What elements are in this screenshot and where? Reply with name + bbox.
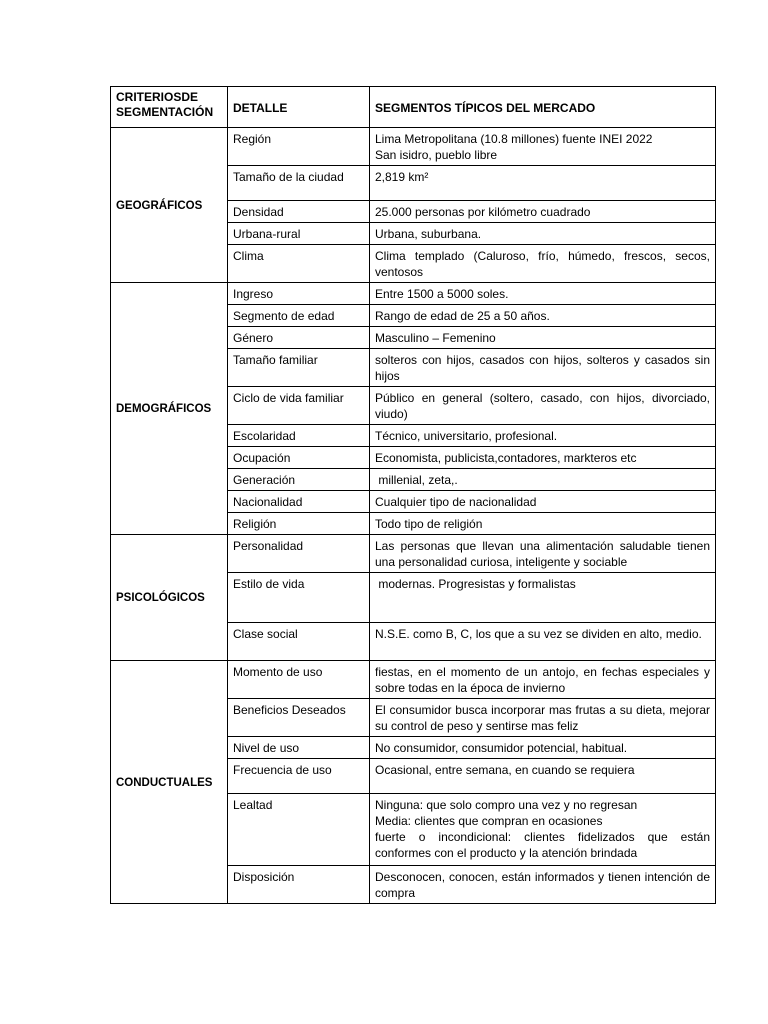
detail-cell: Beneficios Deseados	[228, 699, 370, 737]
header-detalle: DETALLE	[228, 87, 370, 128]
category-demograficos: DEMOGRÁFICOS	[111, 283, 228, 535]
detail-cell: Frecuencia de uso	[228, 759, 370, 794]
detail-cell: Escolaridad	[228, 425, 370, 447]
value-cell: solteros con hijos, casados con hijos, solteros y casados sin hijos	[370, 349, 716, 387]
table-row	[111, 661, 716, 699]
header-segmentos: SEGMENTOS TÍPICOS DEL MERCADO	[370, 87, 716, 128]
detail-cell: Región	[228, 128, 370, 166]
detail-cell: Personalidad	[228, 535, 370, 573]
value-cell: Cualquier tipo de nacionalidad	[370, 491, 716, 513]
value-cell: Masculino – Femenino	[370, 327, 716, 349]
detail-cell: Generación	[228, 469, 370, 491]
detail-cell: Urbana-rural	[228, 223, 370, 245]
detail-cell: Segmento de edad	[228, 305, 370, 327]
value-cell: Rango de edad de 25 a 50 años.	[370, 305, 716, 327]
detail-cell: Disposición	[228, 866, 370, 904]
value-cell: No consumidor, consumidor potencial, habitual.	[370, 737, 716, 759]
table-row	[111, 535, 716, 573]
table-row	[111, 128, 716, 166]
value-cell: Economista, publicista,contadores, markteros etc	[370, 447, 716, 469]
value-cell: Ocasional, entre semana, en cuando se requiera	[370, 759, 716, 794]
detail-cell: Género	[228, 327, 370, 349]
value-cell: Urbana, suburbana.	[370, 223, 716, 245]
value-cell: Todo tipo de religión	[370, 513, 716, 535]
detail-cell: Ingreso	[228, 283, 370, 305]
value-cell: modernas. Progresistas y formalistas	[370, 573, 716, 623]
value-cell: Entre 1500 a 5000 soles.	[370, 283, 716, 305]
value-cell: Clima templado (Caluroso, frío, húmedo, frescos, secos, ventosos	[370, 245, 716, 283]
value-cell: millenial, zeta,.	[370, 469, 716, 491]
detail-cell: Tamaño familiar	[228, 349, 370, 387]
detail-cell: Clima	[228, 245, 370, 283]
value-cell: Desconocen, conocen, están informados y tienen intención de compra	[370, 866, 716, 904]
detail-cell: Densidad	[228, 201, 370, 223]
value-cell: Público en general (soltero, casado, con hijos, divorciado, viudo)	[370, 387, 716, 425]
header-row	[111, 87, 716, 128]
value-cell: Lima Metropolitana (10.8 millones) fuente INEI 2022 San isidro, pueblo libre	[370, 128, 716, 166]
detail-cell: Ciclo de vida familiar	[228, 387, 370, 425]
category-conductuales: CONDUCTUALES	[111, 661, 228, 904]
category-psicologicos: PSICOLÓGICOS	[111, 535, 228, 661]
segmentation-table	[110, 86, 716, 904]
value-cell: N.S.E. como B, C, los que a su vez se dividen en alto, medio.	[370, 623, 716, 661]
detail-cell: Tamaño de la ciudad	[228, 166, 370, 201]
detail-cell: Nacionalidad	[228, 491, 370, 513]
value-cell: El consumidor busca incorporar mas frutas a su dieta, mejorar su control de peso y sentirse mas feliz	[370, 699, 716, 737]
detail-cell: Ocupación	[228, 447, 370, 469]
table-row	[111, 283, 716, 305]
detail-cell: Clase social	[228, 623, 370, 661]
value-cell: fiestas, en el momento de un antojo, en fechas especiales y sobre todas en la época de invierno	[370, 661, 716, 699]
value-cell: Las personas que llevan una alimentación saludable tienen una personalidad curiosa, inteligente y sociable	[370, 535, 716, 573]
value-cell: 2,819 km²	[370, 166, 716, 201]
value-cell: 25.000 personas por kilómetro cuadrado	[370, 201, 716, 223]
detail-cell: Nivel de uso	[228, 737, 370, 759]
detail-cell: Estilo de vida	[228, 573, 370, 623]
value-cell: Ninguna: que solo compro una vez y no regresan Media: clientes que compran en ocasiones fuerte o incondicional: clientes fidelizados que están conformes con el producto y la atención brindada	[370, 794, 716, 866]
header-criterios: CRITERIOSDE SEGMENTACIÓN	[111, 87, 228, 128]
category-geograficos: GEOGRÁFICOS	[111, 128, 228, 283]
value-cell: Técnico, universitario, profesional.	[370, 425, 716, 447]
detail-cell: Religión	[228, 513, 370, 535]
detail-cell: Momento de uso	[228, 661, 370, 699]
detail-cell: Lealtad	[228, 794, 370, 866]
